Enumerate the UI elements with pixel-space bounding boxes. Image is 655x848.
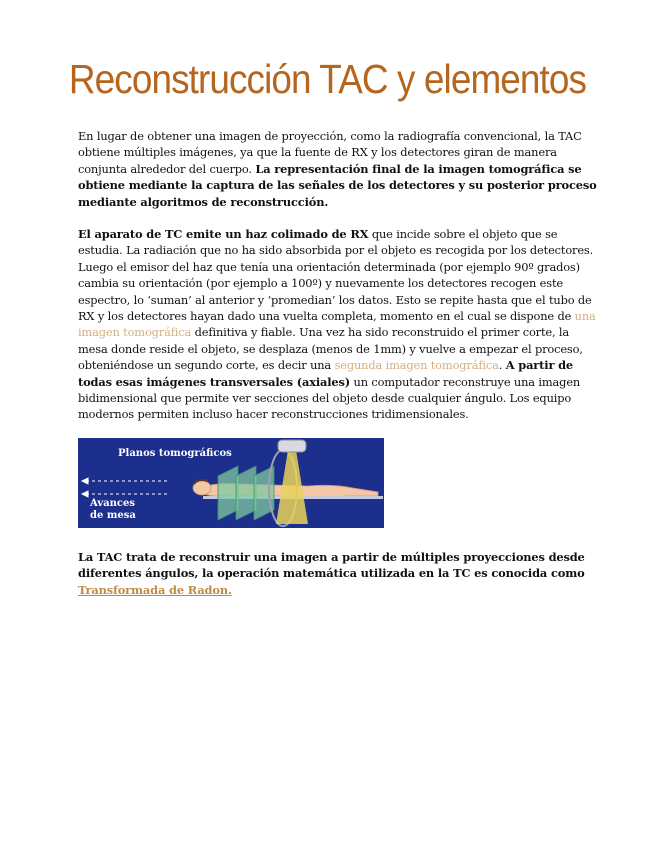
tomographic-planes bbox=[218, 466, 274, 520]
intro-text: En lugar de obtener una imagen de proyección, como la radiografía convencional, la TAC obtiene múltiples imágenes, ya que la fuente de RX y los detectores giran de manera conjunta alrededor del cuerpo. bbox=[78, 129, 582, 176]
process-text-2: definitiva y fiable. Una vez ha sido reconstruido el primer corte, la mesa donde reside el objeto, se desplaza (menos de 1mm) y vuelve a empezar el proceso, obteniéndose un segundo corte, es decir una bbox=[78, 325, 583, 373]
paragraph-intro bbox=[78, 128, 602, 210]
label-planos: Planos tomográficos bbox=[118, 448, 232, 459]
link-segunda-imagen[interactable]: segunda imagen tomográfica bbox=[334, 358, 499, 373]
paragraph-process bbox=[78, 226, 602, 423]
label-de-mesa: de mesa bbox=[90, 510, 136, 521]
link-transformada-radon[interactable]: Transformada de Radon. bbox=[78, 582, 232, 597]
process-text-1: que incide sobre el objeto que se estudia. La radiación que no ha sido absorbida por el objeto es recogida por los detectores. Luego el emisor del haz que tenía una orientación determinada (por ejemplo 90º grados) cambia su orientación (por ejemplo a 100º) y nuevamente los detectores recogen este espectro, lo ‘suman’ al anterior y ‘promedian’ los datos. Esto se repite hasta que el tubo de RX y los detectores hayan dado una vuelta completa, momento en el cual se dispone de bbox=[78, 227, 594, 324]
process-bold-start: El aparato de TC emite un haz colimado de RX bbox=[78, 227, 369, 241]
radon-bold-text: La TAC trata de reconstruir una imagen a partir de múltiples proyecciones desde diferentes ángulos, la operación matemática utilizada en la TC es conocida como bbox=[78, 550, 585, 581]
page-title: Reconstrucción TAC y elementos bbox=[68, 56, 587, 102]
process-bold-mid: A partir de todas esas imágenes transversales (axiales) bbox=[78, 358, 574, 389]
process-text-4: un computador reconstruye una imagen bidimensional que permite ver secciones del objeto desde cualquier ángulo. Los equipo modernos permiten incluso hacer reconstrucciones tridimensionales. bbox=[78, 374, 581, 422]
intro-bold-text: La representación final de la imagen tomográfica se obtiene mediante la captura de las señales de los detectores y su posterior proceso mediante algoritmos de reconstrucción. bbox=[78, 161, 597, 209]
process-text-3: . bbox=[498, 358, 506, 373]
xray-tube bbox=[278, 440, 306, 452]
label-avances: Avances bbox=[90, 498, 135, 509]
tomography-figure bbox=[78, 438, 384, 528]
link-imagen-tomografica[interactable]: una imagen tomográfica bbox=[78, 309, 596, 340]
tomography-illustration bbox=[78, 438, 384, 528]
paragraph-radon bbox=[78, 549, 602, 598]
